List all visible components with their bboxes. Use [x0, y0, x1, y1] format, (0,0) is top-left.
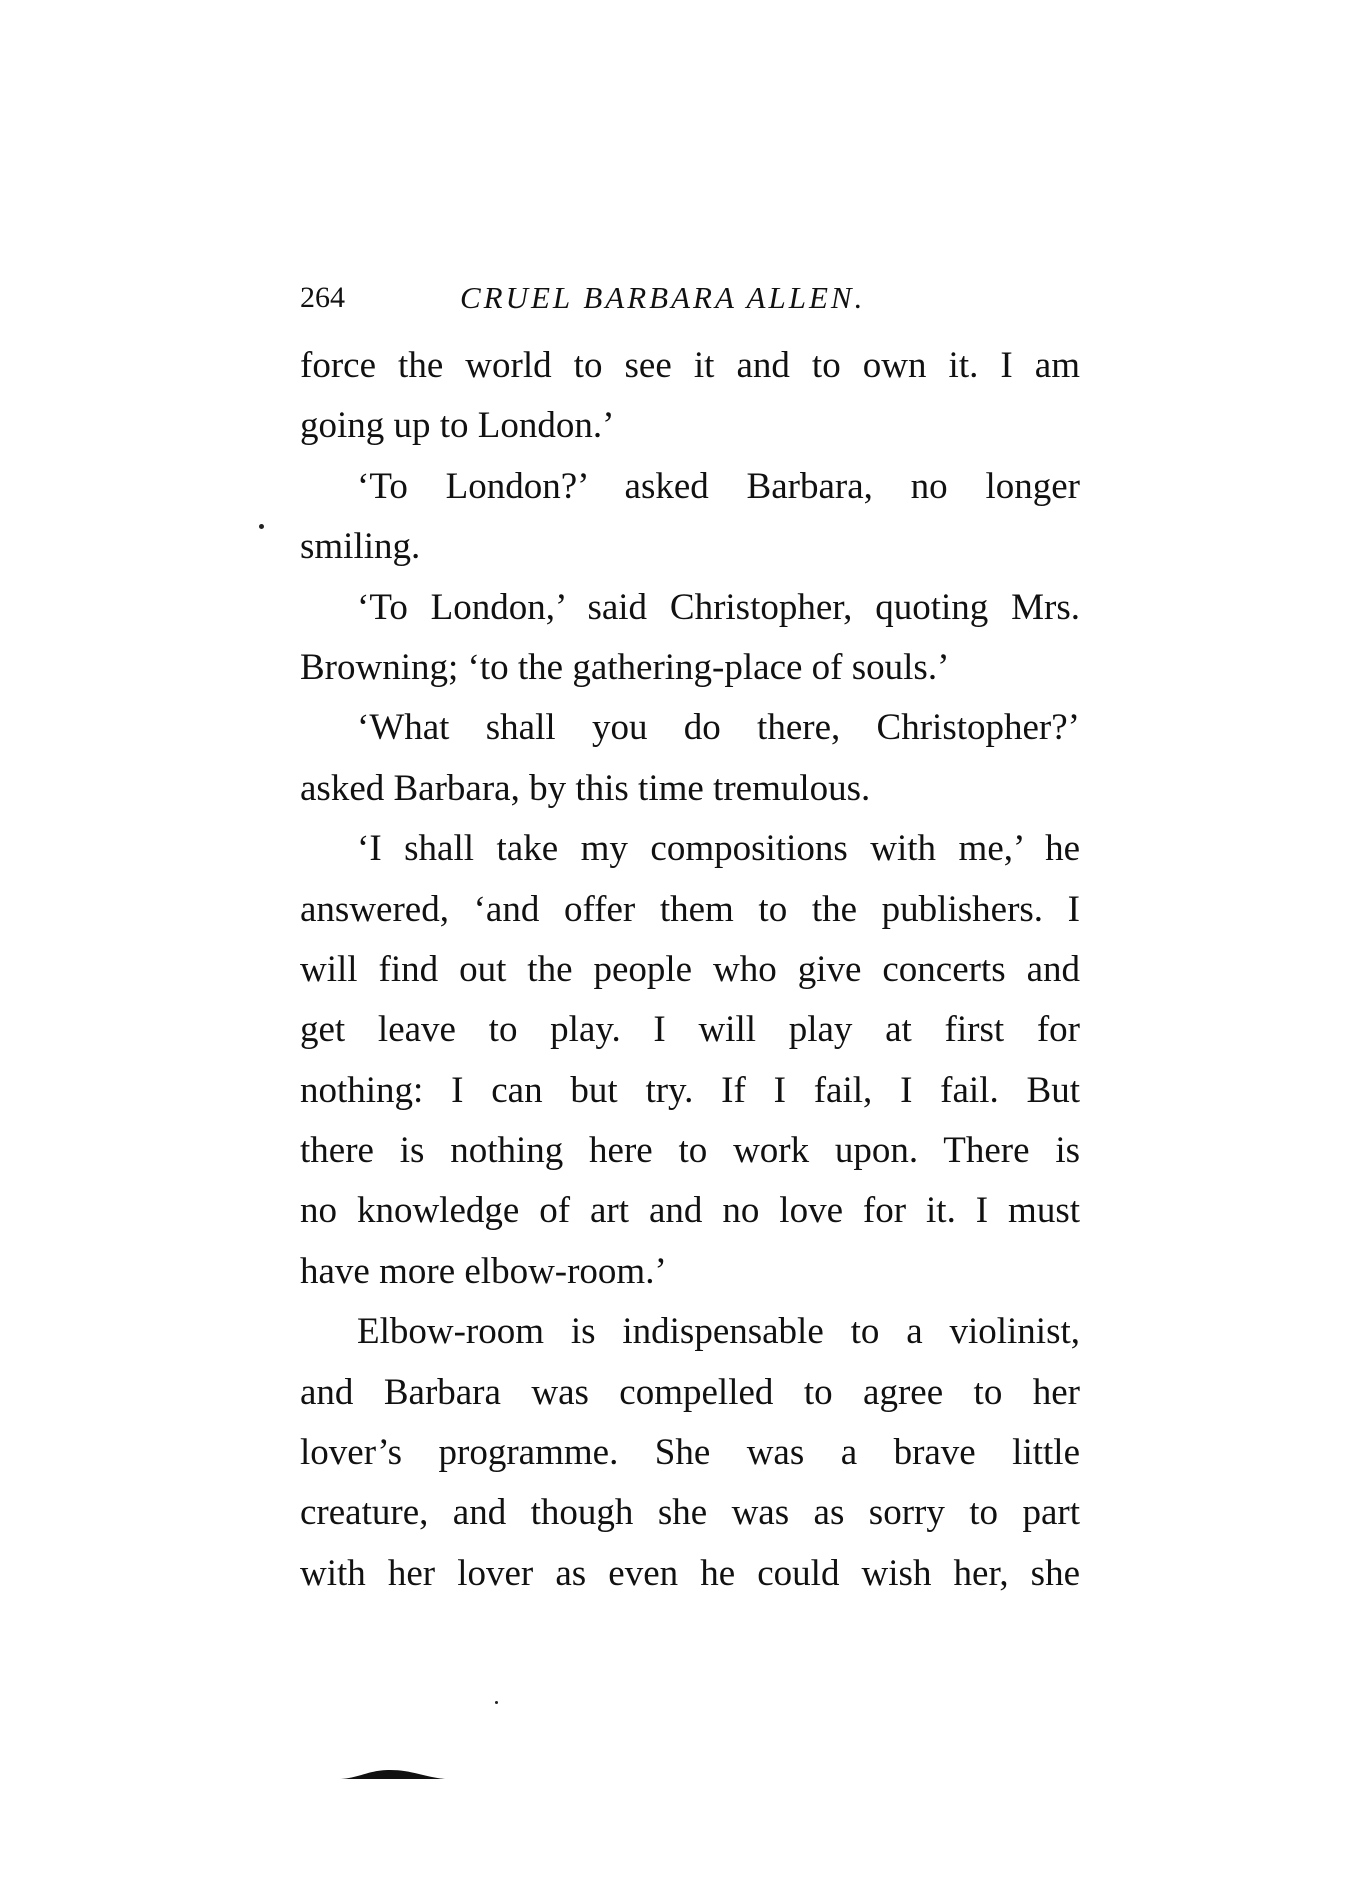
print-speck [495, 1701, 498, 1704]
body-text [300, 336, 1080, 1604]
text-line: no knowledge of art and no love for it. I must [300, 1190, 1080, 1232]
running-title: CRUEL BARBARA ALLEN. [460, 280, 866, 315]
text-line: Browning; ‘to the gathering-place of souls.’ [300, 646, 950, 688]
text-line: there is nothing here to work upon. There is [300, 1130, 1080, 1172]
text-line: Elbow-room is indispensable to a violinist, [357, 1311, 1080, 1353]
text-line: and Barbara was compelled to agree to her [300, 1371, 1080, 1413]
text-line: lover’s programme. She was a brave little [300, 1432, 1080, 1474]
page-header [300, 276, 1080, 320]
text-line: ‘To London,’ said Christopher, quoting Mrs. [357, 586, 1080, 628]
text-line: have more elbow-room.’ [300, 1250, 667, 1292]
text-line: ‘I shall take my compositions with me,’ he [357, 828, 1080, 870]
text-line: answered, ‘and offer them to the publishers. I [300, 888, 1080, 930]
text-line: ‘To London?’ asked Barbara, no longer [357, 465, 1080, 507]
text-line: get leave to play. I will play at first for [300, 1009, 1080, 1051]
page-number: 264 [300, 281, 345, 314]
text-line: with her lover as even he could wish her, she [300, 1552, 1080, 1594]
text-line: creature, and though she was as sorry to part [300, 1492, 1080, 1534]
text-line: will find out the people who give concerts and [300, 948, 1080, 990]
text-line: asked Barbara, by this time tremulous. [300, 767, 871, 809]
text-line: nothing: I can but try. If I fail, I fail. But [300, 1069, 1080, 1111]
text-line: ‘What shall you do there, Christopher?’ [357, 707, 1080, 749]
print-speck [259, 524, 264, 529]
text-line: going up to London.’ [300, 405, 615, 447]
printer-mark-shape [340, 1770, 445, 1779]
text-line: smiling. [300, 526, 421, 568]
text-line: force the world to see it and to own it. I am [300, 345, 1080, 386]
printer-mark [340, 1769, 445, 1781]
